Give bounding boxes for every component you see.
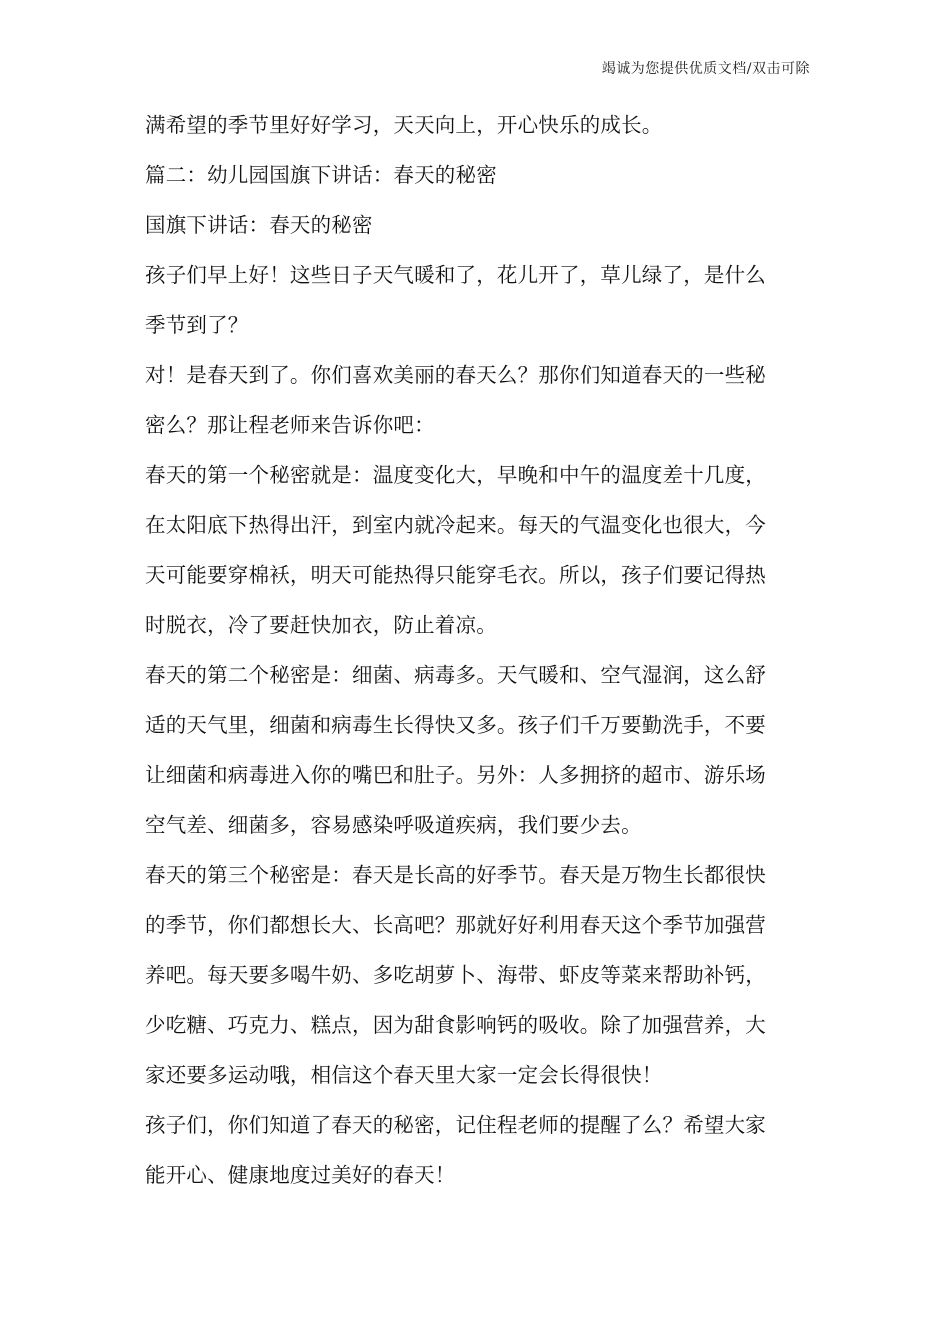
text-line: 春天的第二个秘密是：细菌、病毒多。天气暖和、空气湿润，这么舒 [145,663,766,687]
text-line: 能开心、健康地度过美好的春天！ [145,1163,456,1187]
text-line: 季节到了？ [145,313,249,337]
text-line: 对！是春天到了。你们喜欢美丽的春天么？那你们知道春天的一些秘 [145,363,766,387]
text-line: 让细菌和病毒进入你的嘴巴和肚子。另外：人多拥挤的超市、游乐场 [145,763,766,787]
text-line: 在太阳底下热得出汗，到室内就冷起来。每天的气温变化也很大，今 [145,513,766,537]
header-note: 竭诚为您提供优质文档/双击可除 [601,61,810,77]
text-line: 适的天气里，细菌和病毒生长得快又多。孩子们千万要勤洗手，不要 [145,713,766,737]
text-line: 春天的第一个秘密就是：温度变化大，早晚和中午的温度差十几度， [145,463,766,487]
text-line: 满希望的季节里好好学习，天天向上，开心快乐的成长。 [145,113,663,137]
text-line: 少吃糖、巧克力、糕点，因为甜食影响钙的吸收。除了加强营养，大 [145,1013,766,1037]
section-heading: 篇二：幼儿园国旗下讲话：春天的秘密 [145,163,497,187]
text-line: 养吧。每天要多喝牛奶、多吃胡萝卜、海带、虾皮等菜来帮助补钙， [145,963,766,987]
document-body [145,100,825,1200]
text-line: 春天的第三个秘密是：春天是长高的好季节。春天是万物生长都很快 [145,863,766,887]
text-line: 孩子们早上好！这些日子天气暖和了，花儿开了，草儿绿了，是什么 [145,263,766,287]
text-line: 家还要多运动哦，相信这个春天里大家一定会长得很快！ [145,1063,663,1087]
text-line: 孩子们，你们知道了春天的秘密，记住程老师的提醒了么？希望大家 [145,1113,766,1137]
text-line: 密么？那让程老师来告诉你吧： [145,413,435,437]
text-line: 天可能要穿棉袄，明天可能热得只能穿毛衣。所以，孩子们要记得热 [145,563,766,587]
text-line: 的季节，你们都想长大、长高吧？那就好好利用春天这个季节加强营 [145,913,766,937]
subtitle: 国旗下讲话：春天的秘密 [145,213,373,237]
text-line: 时脱衣，冷了要赶快加衣，防止着凉。 [145,613,497,637]
text-line: 空气差、细菌多，容易感染呼吸道疾病，我们要少去。 [145,813,642,837]
